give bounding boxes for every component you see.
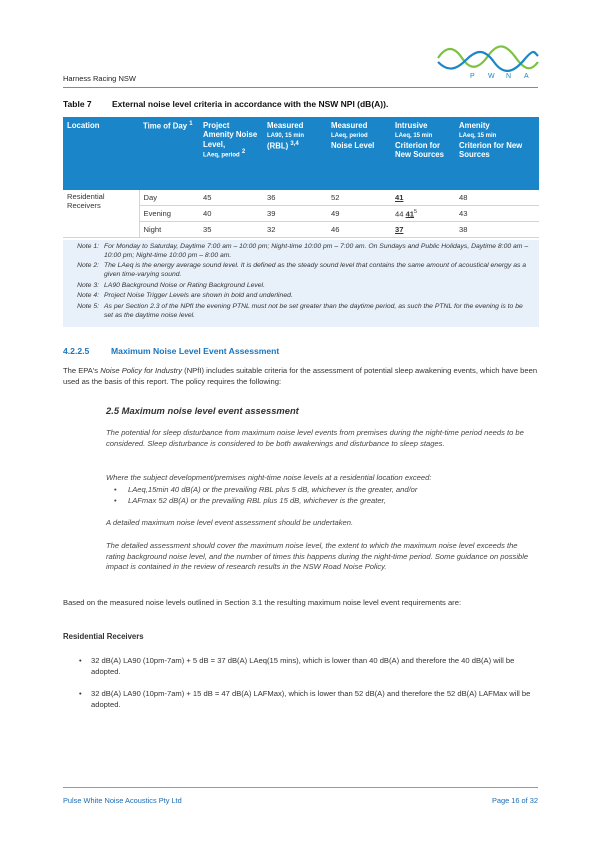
measured-cell: 46 <box>327 222 391 238</box>
col-measured-rbl: Measured LA90, 15 min (RBL) $^{3,4}$ <box>263 117 327 190</box>
col-measured-level: Measured LAeq, period Noise Level <box>327 117 391 190</box>
pan-cell: 45 <box>199 190 263 206</box>
noise-criteria-table <box>63 117 539 238</box>
note-item: Note 2: The LAeq is the energy average sound level. It is defined as the steady sound level that contains the same amount of acoustical energy as a given time-varying sound. <box>77 262 527 279</box>
table-title: External noise level criteria in accordance with the NSW NPI (dB(A)). <box>112 99 389 109</box>
col-location: Location <box>63 117 139 190</box>
time-cell: Evening <box>139 206 199 222</box>
pwna-logo <box>436 40 540 80</box>
logo-letter-w: W <box>488 73 495 80</box>
page-number: Page 16 of 32 <box>491 796 538 805</box>
col-project-amenity: Project Amenity Noise Level, LAeq, period $^2$ <box>199 117 263 190</box>
list-item: • LAeq,15min 40 dB(A) or the prevailing RBL plus 5 dB, whichever is the greater, and/or <box>114 485 418 494</box>
time-cell: Night <box>139 222 199 238</box>
table-header-row <box>63 117 539 190</box>
section-heading <box>63 346 279 356</box>
measured-cell: 49 <box>327 206 391 222</box>
location-cell: Residential Receivers <box>63 190 139 238</box>
logo-letter-p: P <box>470 73 475 80</box>
col-amenity: Amenity LAeq, 15 min Criterion for New Sources <box>455 117 539 190</box>
time-cell: Day <box>139 190 199 206</box>
col-intrusive: Intrusive LAeq, 15 min Criterion for New Sources <box>391 117 455 190</box>
logo-letter-a: A <box>524 73 529 80</box>
amenity-cell: 43 <box>455 206 539 222</box>
quote-paragraph: The potential for sleep disturbance from maximum noise level events from premises during the night-time period needs to be considered. Sleep disturbance is considered to be both awakenings and disturbance to sleep stages. <box>106 428 524 448</box>
section-number: 4.2.2.5 <box>63 346 90 356</box>
table-number: Table 7 <box>63 99 92 109</box>
section-title: Maximum Noise Level Event Assessment <box>111 346 280 356</box>
amenity-cell: 38 <box>455 222 539 238</box>
quote-paragraph: Where the subject development/premises night-time noise levels at a residential location exceed: <box>106 473 432 482</box>
rbl-cell: 39 <box>263 206 327 222</box>
amenity-cell: 48 <box>455 190 539 206</box>
based-on-paragraph: Based on the measured noise levels outlined in Section 3.1 the resulting maximum noise level event requirements are: <box>63 598 462 607</box>
residential-heading: Residential Receivers <box>63 632 144 641</box>
table-row <box>63 190 539 206</box>
pan-cell: 35 <box>199 222 263 238</box>
col-time-of-day: Time of Day $^1$ <box>139 117 199 190</box>
header-divider <box>63 87 538 88</box>
header-company: Harness Racing NSW <box>63 74 136 83</box>
logo-letter-n: N <box>506 73 512 80</box>
quote-paragraph: The detailed assessment should cover the maximum noise level, the extent to which the maximum noise level exceeds the rating background noise level, and the number of times this happens during the night-time period. Some guidance on possible impact is contained in the review of research results in the NSW Road Noise Policy. <box>106 541 529 572</box>
quote-bullet-list <box>114 485 534 506</box>
footer-company: Pulse White Noise Acoustics Pty Ltd <box>63 796 182 805</box>
intrusive-cell: 37 <box>391 222 455 238</box>
note-item: Note 1: For Monday to Saturday, Daytime 7:00 am – 10:00 pm; Night-time 10:00 pm – 7:00 am. On Sundays and Public Holidays, Daytime 8:00 am – 10:00 pm; Night-time 10:00 pm – 8:00 am. <box>77 243 529 259</box>
note-item: Note 5: As per Section 2.3 of the NPfI the evening PTNL must not be set greater than the daytime period, as such the PTNL for the evening is to be set as the daytime noise level. <box>77 303 523 319</box>
pan-cell: 40 <box>199 206 263 222</box>
rbl-cell: 32 <box>263 222 327 238</box>
intrusive-cell: 41 <box>391 190 455 206</box>
list-item: • 32 dB(A) LA90 (10pm-7am) + 15 dB = 47 dB(A) LAFMax), which is lower than 52 dB(A) and therefore the 52 dB(A) LAFMax will be adopted. <box>79 689 531 709</box>
note-item: Note 3: LA90 Background Noise or Rating Background Level. <box>77 281 265 289</box>
list-item: • 32 dB(A) LA90 (10pm-7am) + 5 dB = 37 dB(A) LAeq(15 mins), which is lower than 40 dB(A) and therefore the 40 dB(A) will be adopted. <box>79 656 515 676</box>
measured-cell: 52 <box>327 190 391 206</box>
rbl-cell: 36 <box>263 190 327 206</box>
intrusive-cell: 44 $41^5$ <box>391 206 455 222</box>
footer-divider <box>63 787 538 788</box>
note-item: Note 4: Project Noise Trigger Levels are shown in bold and underlined. <box>77 292 293 300</box>
list-item: • LAFmax 52 dB(A) or the prevailing RBL plus 15 dB, whichever is the greater, <box>114 495 386 505</box>
table-notes <box>63 240 539 327</box>
quote-paragraph: A detailed maximum noise level event assessment should be undertaken. <box>106 518 354 527</box>
quote-title: 2.5 Maximum noise level event assessment <box>106 405 299 416</box>
section-intro: The EPA's Noise Policy for Industry (NPfI) includes suitable criteria for the assessment of potential sleep awakening events, which have been used as the basis of this report. The policy requires the following: <box>63 366 538 386</box>
table-caption <box>63 99 388 109</box>
